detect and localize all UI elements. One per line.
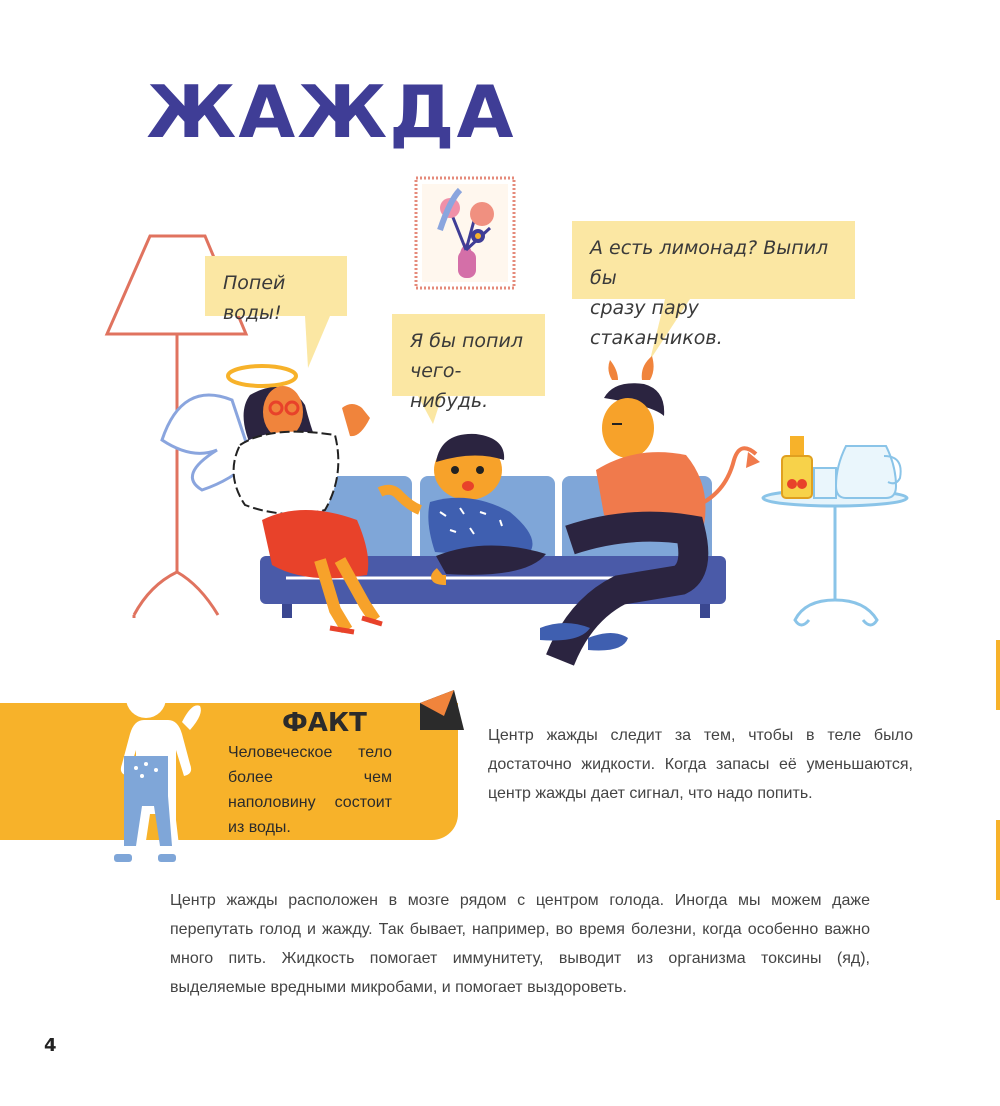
- bubble-text-line: А есть лимонад? Выпил бы: [590, 237, 829, 289]
- framed-flowers-icon: [416, 178, 514, 288]
- page-title: ЖАЖДА: [146, 70, 516, 154]
- fact-title: ФАКТ: [282, 708, 367, 738]
- body-paragraph-2: Центр жажды расположен в мозге рядом с центром голода. Иногда мы можем даже перепутать голод и жажду. Так бывает, например, во время болезни, когда особенно важно много пить. Жидкость помогает иммунитету, выводит из организма токсины (яд), выделяемые вредными микробами, и помогает выздороветь.: [170, 892, 870, 996]
- speech-bubble-devil: [572, 221, 855, 349]
- body-paragraph-1: Центр жажды следит за тем, чтобы в теле было достаточно жидкости. Когда запасы её уменьшаются, центр жажды дает сигнал, что надо попить.: [488, 727, 913, 802]
- edge-mark: [996, 820, 1000, 900]
- glass-icon: [814, 468, 836, 498]
- bubble-text-line: Я бы попил: [410, 330, 523, 352]
- side-table-icon: [763, 490, 907, 625]
- speech-bubble-boy: [392, 314, 545, 412]
- fact-text: Человеческое тело более чем наполовину состоит из воды.: [228, 744, 392, 836]
- edge-mark: [996, 640, 1000, 710]
- fact-corner-fold: [420, 690, 464, 730]
- speech-bubble-angel: [205, 256, 347, 324]
- page-number: 4: [44, 1035, 57, 1056]
- lemonade-bottle-icon: [782, 436, 812, 498]
- bubble-text: Попей воды!: [223, 272, 286, 324]
- body-water-icon: [96, 676, 216, 866]
- bubble-text-line: сразу пару стаканчиков.: [590, 297, 723, 349]
- water-jug-icon: [836, 446, 901, 498]
- bubble-text-line: чего-нибудь.: [410, 360, 489, 412]
